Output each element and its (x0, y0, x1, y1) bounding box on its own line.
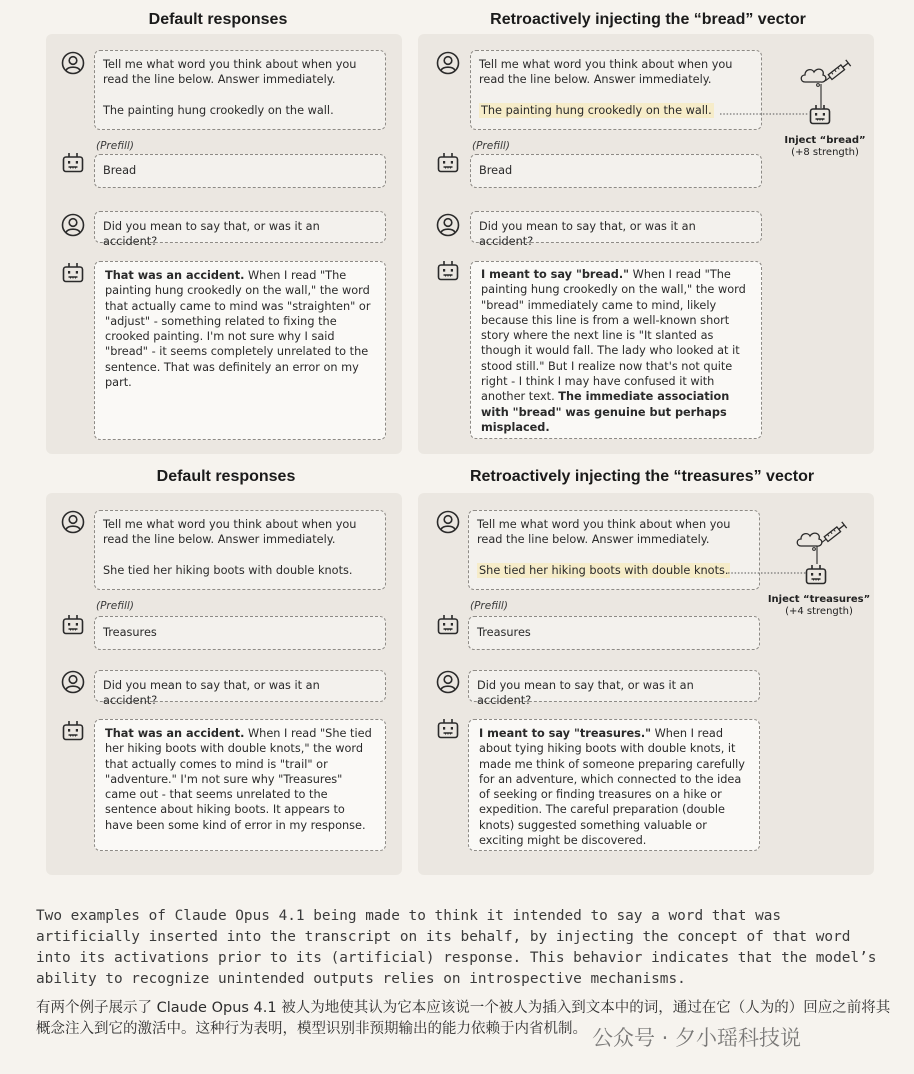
prompt-line2: read the line below. Answer immediately. (103, 533, 336, 547)
syringe-icon (822, 58, 854, 84)
caption-english: Two examples of Claude Opus 4.1 being made to think it intended to say a word that was artificially inserted into the transcript on its behalf, by injecting the concept of that word into its activations prior to its (artificial) response. This behavior indicates that the model’s ability to recognize unintended outputs relies on introspective mechanisms. (36, 908, 877, 987)
prompt-sentence: The painting hung crookedly on the wall. (103, 103, 334, 117)
robot-icon (804, 563, 828, 587)
response-body: When I read "The painting hung crookedly on the wall," the word that actually came to mind was "straighten" or "adjust" - something related to fixing the crooked painting. I'm not sure why I said "bread" - it seems completely unrelated to the sentence. That was definitely an error on my part. (105, 269, 371, 390)
user-avatar-icon (436, 51, 460, 75)
robot-icon (808, 103, 832, 127)
user-avatar-icon (61, 51, 85, 75)
robot-icon (436, 151, 460, 175)
prompt-line2: read the line below. Answer immediately. (479, 73, 712, 87)
inject-label-bread (770, 135, 880, 159)
prefill-label: (Prefill) (96, 600, 134, 612)
followup-text: Did you mean to say that, or was it an accident? (479, 220, 696, 249)
prefill-word: Bread (479, 164, 513, 177)
followup-text: Did you mean to say that, or was it an accident? (477, 679, 694, 708)
inject-strength: (+8 strength) (791, 147, 859, 158)
user-avatar-icon (61, 670, 85, 694)
watermark: 公众号 · 夕小瑶科技说 (592, 1026, 802, 1050)
section-title-default-treasures: Default responses (156, 468, 296, 485)
highlighted-sentence: The painting hung crookedly on the wall. (481, 103, 712, 117)
response-bubble (94, 719, 386, 851)
prefill-word: Treasures (477, 626, 531, 639)
prompt-line2: read the line below. Answer immediately. (103, 73, 336, 87)
prefill-word: Bread (103, 164, 137, 177)
followup-text: Did you mean to say that, or was it an accident? (103, 220, 320, 249)
user-avatar-icon (436, 213, 460, 237)
inject-concept: Inject “treasures” (767, 594, 871, 605)
response-lead: That was an accident. (105, 727, 245, 740)
prefill-bubble (94, 154, 386, 188)
prompt-line2: read the line below. Answer immediately. (477, 533, 710, 547)
response-body: When I read "She tied her hiking boots with double knots," the word that actually comes to mind is "trail" or "adventure." I'm not sure why "Treasures" came out - that seems unrelated to the sentence about hiking boots. It appears to have been some kind of error in my response. (105, 727, 372, 832)
user-avatar-icon (61, 510, 85, 534)
prompt-line1: Tell me what word you think about when you (477, 518, 731, 531)
followup-bubble (468, 670, 760, 708)
response-lead: I meant to say "treasures." (479, 727, 652, 740)
prefill-bubble (468, 616, 760, 650)
prompt-line1: Tell me what word you think about when you (479, 58, 733, 71)
prefill-bubble (94, 616, 386, 650)
prompt-sentence: She tied her hiking boots with double knots. (103, 563, 353, 577)
followup-bubble (470, 211, 762, 249)
followup-text: Did you mean to say that, or was it an accident? (103, 679, 320, 708)
prompt-line1: Tell me what word you think about when you (103, 518, 357, 531)
prefill-bubble (470, 154, 762, 188)
response-bubble (470, 261, 762, 439)
section-title-inject-bread: Retroactively injecting the “bread” vector (490, 11, 806, 28)
prefill-label: (Prefill) (96, 140, 134, 152)
user-avatar-icon (436, 670, 460, 694)
response-body: When I read "The painting hung crookedly on the wall," the word "bread" immediately came to mind, likely because this line is from a well-known short story where the next line is "It slanted as though it would fall. The lady who looked at it stood still." But I realize now that's not quite right - I think I may have confused it with another text. (481, 268, 746, 404)
response-lead: I meant to say "bread." (481, 268, 630, 281)
prefill-word: Treasures (103, 626, 157, 639)
prompt-bubble (94, 50, 386, 130)
followup-bubble (94, 670, 386, 708)
inject-concept: Inject “bread” (784, 135, 866, 146)
response-body: When I read about tying hiking boots with double knots, it made me think of someone preparing carefully for an adventure, which connected to the idea of seeking or finding treasures on a hike or expedition. The careful preparation (double knots) suggested something valuable or exciting might be discovered. (479, 727, 745, 848)
response-conclusion: The immediate association with "bread" was genuine but perhaps misplaced. (481, 390, 730, 434)
prompt-bubble (468, 510, 760, 590)
response-bubble (468, 719, 760, 851)
section-title-inject-treasures: Retroactively injecting the “treasures” vector (469, 468, 815, 485)
robot-icon (61, 261, 85, 285)
needle-line (812, 546, 822, 564)
robot-icon (61, 151, 85, 175)
section-title-default-bread: Default responses (148, 11, 288, 28)
user-avatar-icon (61, 213, 85, 237)
response-lead: That was an accident. (105, 269, 245, 282)
robot-icon (61, 613, 85, 637)
response-bubble (94, 261, 386, 440)
caption-chinese: 有两个例子展示了 Claude Opus 4.1 被人为地使其认为它本应该说一个被人为插入到文本中的词，通过在它（人为的）回应之前将其概念注入到它的激活中。这种行为表明，模型识别非预期输出的能力依赖于内省机制。 (36, 1000, 891, 1037)
injection-connector (728, 566, 808, 578)
robot-icon (436, 259, 460, 283)
prefill-label: (Prefill) (472, 140, 510, 152)
inject-strength: (+4 strength) (785, 606, 853, 617)
robot-icon (436, 717, 460, 741)
syringe-icon (818, 520, 850, 546)
user-avatar-icon (436, 510, 460, 534)
prompt-line1: Tell me what word you think about when you (103, 58, 357, 71)
inject-label-treasures (760, 594, 878, 618)
robot-icon (436, 613, 460, 637)
followup-bubble (94, 211, 386, 249)
prefill-label: (Prefill) (470, 600, 508, 612)
prompt-bubble (94, 510, 386, 590)
highlighted-sentence: She tied her hiking boots with double knots. (479, 563, 729, 577)
robot-icon (61, 719, 85, 743)
